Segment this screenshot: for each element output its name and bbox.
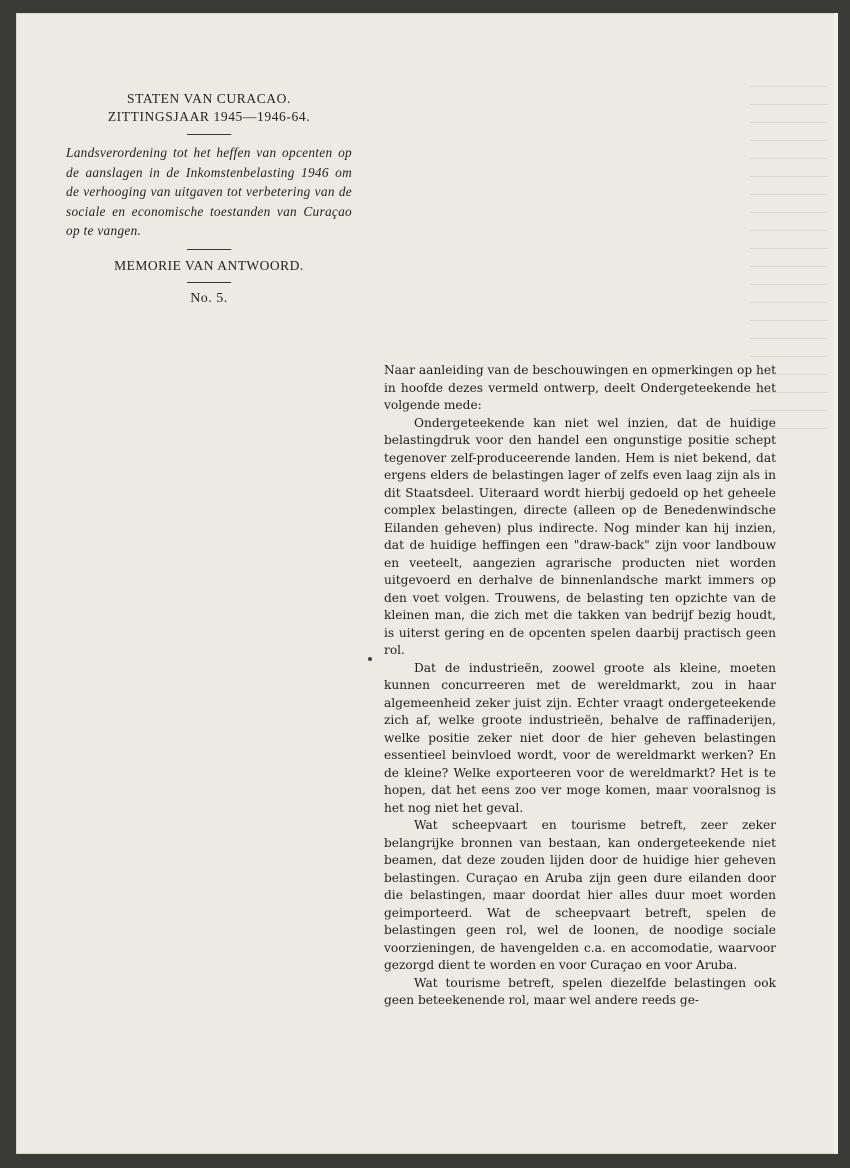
body-text bbox=[384, 362, 776, 1010]
document-title: MEMORIE VAN ANTWOORD. bbox=[114, 257, 304, 273]
document-header bbox=[66, 90, 352, 307]
page-edge bbox=[834, 13, 838, 1154]
paragraph: Wat tourisme betreft, spelen diezelfde belastingen ook geen beteekenende rol, maar wel andere reeds ge- bbox=[384, 975, 776, 1007]
ordinance-subject: Landsverordening tot het heffen van opcenten op de aanslagen in de Inkomstenbelasting 1946 om de verhooging van uitgaven tot verbetering van de sociale en economische toestanden van Curaçao op te vangen. bbox=[66, 145, 352, 238]
margin-mark bbox=[368, 657, 372, 661]
paragraph: Ondergeteekende kan niet wel inzien, dat de huidige belastingdruk voor den handel een ongunstige positie schept tegenover zelf-produceerende landen. Hem is niet bekend, dat ergens elders de belastingen lager of zelfs even laag zijn als in dit Staatsdeel. Uiteraard wordt hierbij gedoeld op het geheele complex belastingen, directe (alleen op de Benedenwindsche Eilanden geheven) plus indirecte. Nog minder kan hij inzien, dat de huidige heffingen een "draw-back" zijn voor landbouw en veeteelt, aangezien agrarische producten niet worden uitgevoerd en derhalve de binnenlandsche markt immers op den voet volgen. Trouwens, de belasting ten opzichte van de kleinen man, die zich met die takken van bedrijf bezig houdt, is uiterst gering en de opcenten spelen daarbij practisch geen rol. bbox=[384, 415, 776, 657]
divider bbox=[187, 134, 231, 135]
paragraph: Naar aanleiding van de beschouwingen en opmerkingen op het in hoofde dezes vermeld ontwerp, deelt Ondergeteekende het volgende mede: bbox=[384, 363, 776, 412]
paragraph: Dat de industrieën, zoowel groote als kleine, moeten kunnen concurreeren met de wereldmarkt, zou in haar algemeenheid zeker juist zijn. Echter vraagt ondergeteekende zich af, welke groote industrieën, behalve de raffinaderijen, welke positie zeker niet door de hier geheven belastingen essentieel beinvloed wordt, voor de wereldmarkt werken? En de kleine? Welke exporteeren voor de wereldmarkt? Het is te hopen, dat het eens zoo ver moge komen, maar vooralsnog is het nog niet het geval. bbox=[384, 660, 776, 815]
paragraph: Wat scheepvaart en tourisme betreft, zeer zeker belangrijke bronnen van bestaan, kan ondergeteekende niet beamen, dat deze zouden lijden door de huidige hier geheven belastingen. Curaçao en Aruba zijn geen dure eilanden door die belastingen, maar doordat hier alles duur moet worden geimporteerd. Wat de scheepvaart betreft, spelen de belastingen geen rol, wel de loonen, de noodige sociale voorzieningen, de havengelden c.a. en accomodatie, waarvoor gezorgd dient te worden en voor Curaçao en voor Aruba. bbox=[384, 818, 776, 972]
divider bbox=[187, 249, 231, 250]
assembly-name: STATEN VAN CURACAO. bbox=[127, 91, 291, 106]
document-number: No. 5. bbox=[190, 290, 228, 306]
session-year: ZITTINGSJAAR 1945—1946-64. bbox=[107, 109, 311, 124]
divider bbox=[187, 282, 231, 283]
